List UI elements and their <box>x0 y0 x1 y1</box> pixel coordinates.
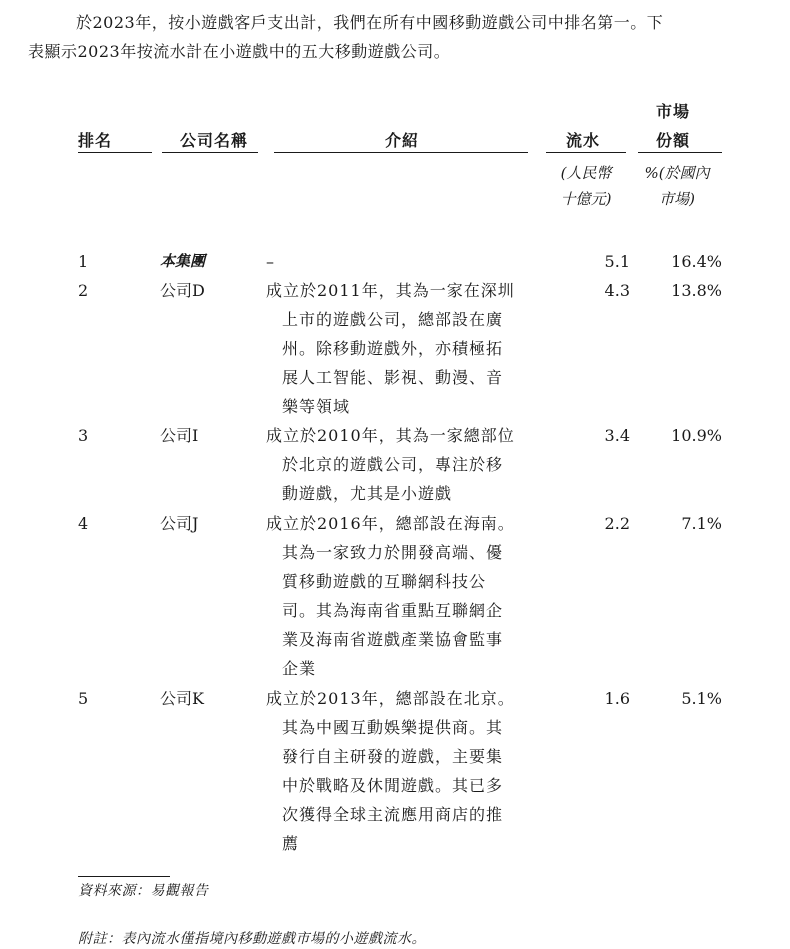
intro-paragraph <box>28 8 728 66</box>
intro-line-1: 於2023年，按小遊戲客戶支出計，我們在所有中國移動遊戲公司中排名第一。下 <box>76 13 664 32</box>
header-rank: 排名 <box>78 131 113 150</box>
row-company: 公司K <box>160 689 204 708</box>
header-revenue: 流水 <box>566 131 601 150</box>
header-share-underline <box>638 152 722 153</box>
share-unit-line2: 市場) <box>659 190 695 208</box>
footnote-note: 附註：表內流水僅指境內移動遊戲市場的小遊戲流水。 <box>78 931 426 947</box>
description-line: 動遊戲，尤其是小遊戲 <box>282 484 453 503</box>
revenue-unit <box>546 160 626 212</box>
header-company-underline <box>162 152 258 153</box>
row-share: 5.1% <box>681 689 722 708</box>
header-revenue-underline <box>546 152 626 153</box>
row-rank: 1 <box>78 252 89 271</box>
header-company: 公司名稱 <box>180 131 249 150</box>
row-share: 13.8% <box>671 281 722 300</box>
row-company: 本集團 <box>160 252 206 270</box>
row-revenue: 2.2 <box>604 514 630 533</box>
description-line: 質移動遊戲的互聯網科技公 <box>282 572 487 591</box>
footnote-divider <box>78 876 170 877</box>
row-description <box>266 276 536 421</box>
description-line: 展人工智能、影視、動漫、音 <box>282 368 504 387</box>
description-line: 上市的遊戲公司，總部設在廣 <box>282 310 504 329</box>
row-rank: 5 <box>78 689 89 708</box>
row-share: 10.9% <box>671 426 722 445</box>
row-rank: 2 <box>78 281 89 300</box>
description-line: 成立於2013年，總部設在北京。 <box>266 689 515 708</box>
row-company: 公司D <box>160 281 205 300</box>
header-rank-underline <box>78 152 152 153</box>
row-company: 公司J <box>160 514 199 533</box>
row-rank: 4 <box>78 514 89 533</box>
row-revenue: 1.6 <box>604 689 630 708</box>
row-description <box>266 684 536 858</box>
description-line: 司。其為海南省重點互聯網企 <box>282 601 504 620</box>
description-line: 次獲得全球主流應用商店的推 <box>282 805 504 824</box>
description-line: 州。除移動遊戲外，亦積極拓 <box>282 339 504 358</box>
description-line: 樂等領域 <box>282 397 351 416</box>
description-line: 於北京的遊戲公司，專注於移 <box>282 455 504 474</box>
description-line: 成立於2011年，其為一家在深圳 <box>266 281 515 300</box>
row-description <box>266 247 536 276</box>
description-line: 成立於2016年，總部設在海南。 <box>266 514 515 533</box>
row-revenue: 3.4 <box>604 426 630 445</box>
revenue-unit-line2: 十億元) <box>560 190 612 208</box>
footnote-source: 資料來源：易觀報告 <box>78 883 209 899</box>
header-share-line2: 份額 <box>656 131 691 150</box>
description-line: 業及海南省遊戲產業協會監事 <box>282 630 504 649</box>
description-line: 企業 <box>282 659 317 678</box>
row-company: 公司I <box>160 426 199 445</box>
header-share-line1: 市場 <box>656 102 691 121</box>
description-line: 成立於2010年，其為一家總部位 <box>266 426 515 445</box>
description-line: 其為中國互動娛樂提供商。其 <box>282 718 504 737</box>
row-rank: 3 <box>78 426 89 445</box>
header-intro-underline <box>274 152 528 153</box>
description-line: 薦 <box>282 834 300 853</box>
share-unit <box>632 160 722 212</box>
revenue-unit-line1: (人民幣 <box>560 164 612 182</box>
share-unit-line1: %(於國內 <box>644 164 710 182</box>
row-share: 16.4% <box>671 252 722 271</box>
row-description <box>266 509 536 683</box>
header-intro: 介紹 <box>385 131 420 150</box>
description-line: – <box>266 252 275 271</box>
row-revenue: 4.3 <box>604 281 630 300</box>
description-line: 其為一家致力於開發高端、優 <box>282 543 504 562</box>
intro-line-2: 表顯示2023年按流水計在小遊戲中的五大移動遊戲公司。 <box>28 42 451 61</box>
description-line: 發行自主研發的遊戲，主要集 <box>282 747 504 766</box>
row-revenue: 5.1 <box>604 252 630 271</box>
description-line: 中於戰略及休閒遊戲。其已多 <box>282 776 504 795</box>
row-description <box>266 421 536 508</box>
row-share: 7.1% <box>681 514 722 533</box>
